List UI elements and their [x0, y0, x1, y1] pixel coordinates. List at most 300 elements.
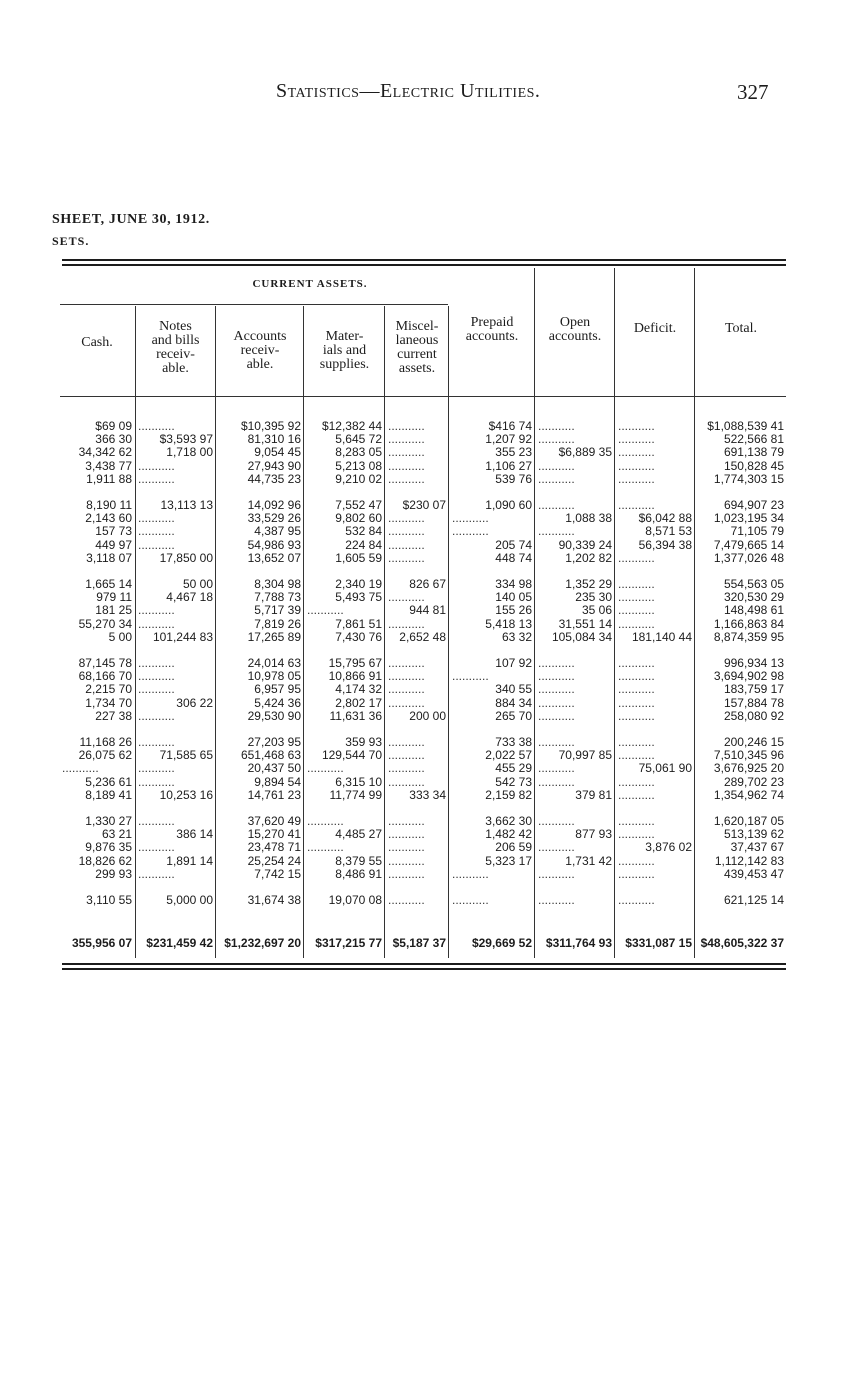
cell-total: $1,088,539 41 — [707, 419, 784, 433]
cell-notes: 306 22 — [176, 695, 213, 710]
page-number: 327 — [737, 80, 769, 104]
cell-materials: ........... — [307, 761, 344, 776]
cell-notes: 101,244 83 — [152, 629, 213, 644]
column-header-misc: Miscel- laneous current assets. — [395, 319, 439, 376]
cell-deficit: ........... — [618, 695, 655, 710]
cell-misc: 200 00 — [409, 708, 446, 723]
cell-total: 1,112,142 83 — [714, 853, 784, 868]
cell-materials: 8,486 91 — [335, 866, 382, 881]
cell-materials: 11,631 36 — [329, 708, 382, 723]
column-header-accounts: Accounts receiv- able. — [233, 329, 287, 372]
cell-cash: 1,330 27 — [85, 814, 132, 828]
cell-cash: 34,342 62 — [78, 445, 132, 460]
cell-accounts: 37,620 49 — [247, 814, 301, 828]
cell-materials: 19,070 08 — [328, 893, 382, 907]
cell-notes: 71,585 65 — [159, 748, 213, 763]
cell-deficit: ........... — [618, 814, 655, 828]
running-head: Statistics—Electric Utilities. — [276, 80, 541, 102]
cell-deficit: ........... — [618, 577, 655, 591]
cell-misc: ........... — [388, 471, 425, 486]
cell-misc: ........... — [388, 774, 425, 789]
cell-total: 8,874,359 95 — [713, 629, 784, 644]
cell-deficit: 75,061 90 — [638, 761, 692, 776]
cell-notes: ........... — [138, 471, 175, 486]
cell-deficit: ........... — [618, 550, 655, 565]
total-notes: $231,459 42 — [146, 936, 213, 950]
cell-accounts: 23,478 71 — [247, 840, 301, 855]
cell-accounts: 6,957 95 — [254, 682, 301, 697]
cell-notes: ........... — [138, 603, 175, 618]
cell-notes: ........... — [138, 708, 175, 723]
cell-misc: ........... — [388, 814, 425, 828]
total-prepaid: $29,669 52 — [471, 936, 532, 950]
cell-deficit: ........... — [618, 419, 655, 433]
total-accounts: $1,232,697 20 — [224, 936, 301, 950]
cell-total: 554,563 05 — [723, 577, 784, 591]
cell-prepaid: 5,418 13 — [485, 616, 532, 631]
cell-cash: 26,075 62 — [78, 748, 132, 763]
cell-misc: ........... — [388, 458, 425, 473]
cell-deficit: ........... — [618, 458, 655, 473]
cell-prepaid: 455 29 — [495, 761, 532, 776]
cell-accounts: 7,742 15 — [254, 866, 301, 881]
cell-misc: ........... — [388, 827, 425, 842]
cell-notes: 1,718 00 — [166, 445, 213, 460]
cell-total: 148,498 61 — [723, 603, 784, 618]
cell-cash: 68,166 70 — [78, 669, 132, 684]
cell-deficit: ........... — [618, 603, 655, 618]
cell-open: ........... — [538, 471, 575, 486]
cell-deficit: ........... — [618, 774, 655, 789]
cell-misc: ........... — [388, 669, 425, 684]
cell-accounts: 20,437 50 — [247, 761, 301, 776]
total-total: $48,605,322 37 — [700, 936, 784, 950]
cell-misc: ........... — [388, 616, 425, 631]
cell-open: ........... — [538, 893, 575, 907]
cell-accounts: 27,943 90 — [247, 458, 301, 473]
cell-materials: 11,774 99 — [329, 787, 382, 802]
cell-open: ........... — [538, 524, 575, 539]
cell-materials: ........... — [307, 814, 344, 828]
cell-cash: 2,143 60 — [85, 511, 132, 526]
cell-materials: ........... — [307, 840, 344, 855]
cell-misc: ........... — [388, 419, 425, 433]
cell-open: ........... — [538, 432, 575, 447]
cell-cash: 87,145 78 — [78, 656, 132, 670]
cell-prepaid: 1,207 92 — [485, 432, 532, 447]
cell-materials: 224 84 — [345, 537, 382, 552]
cell-cash: 8,190 11 — [86, 498, 132, 512]
sheet-subtitle: SETS. — [52, 234, 90, 248]
cell-cash: 3,118 07 — [86, 550, 132, 565]
cell-total: 157,884 78 — [723, 695, 784, 710]
cell-cash: 2,215 70 — [85, 682, 132, 697]
cell-misc: ........... — [388, 656, 425, 670]
cell-deficit: 181,140 44 — [631, 629, 692, 644]
cell-notes: ........... — [138, 656, 175, 670]
cell-deficit: ........... — [618, 893, 655, 907]
cell-misc: ........... — [388, 432, 425, 447]
cell-misc: ........... — [388, 893, 425, 907]
cell-prepaid: 265 70 — [495, 708, 532, 723]
cell-prepaid: 334 98 — [495, 577, 532, 591]
cell-open: ........... — [538, 695, 575, 710]
cell-deficit: 56,394 38 — [638, 537, 692, 552]
cell-open: ........... — [538, 735, 575, 749]
column-divider — [303, 306, 304, 958]
cell-total: 183,759 17 — [723, 682, 784, 697]
cell-misc: ........... — [388, 682, 425, 697]
cell-deficit: ........... — [618, 682, 655, 697]
cell-materials: $12,382 44 — [321, 419, 382, 433]
cell-prepaid: 1,090 60 — [485, 498, 532, 512]
cell-deficit: ........... — [618, 866, 655, 881]
cell-notes: ........... — [138, 511, 175, 526]
cell-notes: 386 14 — [176, 827, 213, 842]
cell-open: 1,731 42 — [565, 853, 612, 868]
balance-sheet-table — [60, 268, 786, 968]
cell-deficit: ........... — [618, 669, 655, 684]
group-rule — [60, 304, 448, 305]
cell-misc: ........... — [388, 761, 425, 776]
cell-cash: 227 38 — [95, 708, 132, 723]
cell-total: 1,166,863 84 — [713, 616, 784, 631]
cell-materials: 5,213 08 — [335, 458, 382, 473]
cell-cash: 9,876 35 — [85, 840, 132, 855]
total-misc: $5,187 37 — [392, 936, 446, 950]
cell-accounts: 17,265 89 — [247, 629, 301, 644]
cell-total: 691,138 79 — [723, 445, 784, 460]
current-assets-label: CURRENT ASSETS. — [252, 278, 368, 290]
cell-prepaid: 733 38 — [495, 735, 532, 749]
bottom-rule-1 — [62, 963, 786, 965]
cell-total: 1,023,195 34 — [713, 511, 784, 526]
cell-prepaid: ........... — [452, 511, 489, 526]
cell-deficit: ........... — [618, 656, 655, 670]
cell-materials: 8,379 55 — [335, 853, 382, 868]
cell-total: 1,377,026 48 — [713, 550, 784, 565]
cell-misc: ........... — [388, 866, 425, 881]
cell-accounts: 9,054 45 — [254, 445, 301, 460]
column-header-total: Total. — [724, 321, 758, 336]
cell-cash: 63 21 — [101, 827, 132, 842]
column-divider — [215, 306, 216, 958]
cell-cash: 5 00 — [108, 629, 132, 644]
cell-deficit: 8,571 53 — [645, 524, 692, 539]
bottom-rule-2 — [62, 968, 786, 970]
cell-materials: 2,802 17 — [335, 695, 382, 710]
cell-accounts: 15,270 41 — [247, 827, 301, 842]
cell-total: 37,437 67 — [730, 840, 784, 855]
cell-materials: 7,861 51 — [335, 616, 382, 631]
top-rule-1 — [62, 259, 786, 261]
cell-total: 621,125 14 — [723, 893, 784, 907]
cell-cash: 55,270 34 — [78, 616, 132, 631]
cell-notes: ........... — [138, 840, 175, 855]
cell-open: 105,084 34 — [551, 629, 612, 644]
cell-prepaid: 206 59 — [495, 840, 532, 855]
header-rule — [60, 396, 786, 397]
column-header-materials: Mater- ials and supplies. — [319, 329, 370, 372]
cell-accounts: 651,468 63 — [240, 748, 301, 763]
cell-total: 7,479,665 14 — [713, 537, 784, 552]
column-divider — [694, 268, 695, 958]
cell-misc: ........... — [388, 840, 425, 855]
column-header-deficit: Deficit. — [633, 321, 677, 336]
cell-cash: 1,665 14 — [85, 577, 132, 591]
cell-prepaid: 205 74 — [495, 537, 532, 552]
cell-accounts: $10,395 92 — [240, 419, 301, 433]
cell-total: 439,453 47 — [723, 866, 784, 881]
cell-notes: $3,593 97 — [159, 432, 213, 447]
cell-materials: 7,430 76 — [335, 629, 382, 644]
cell-misc: ........... — [388, 590, 425, 605]
cell-deficit: ........... — [618, 748, 655, 763]
cell-accounts: 14,092 96 — [247, 498, 301, 512]
cell-total: 320,530 29 — [723, 590, 784, 605]
cell-materials: 129,544 70 — [321, 748, 382, 763]
cell-total: 7,510,345 96 — [713, 748, 784, 763]
cell-prepaid: 448 74 — [495, 550, 532, 565]
cell-prepaid: $416 74 — [488, 419, 532, 433]
cell-prepaid: ........... — [452, 524, 489, 539]
cell-prepaid: 63 32 — [501, 629, 532, 644]
cell-materials: 4,485 27 — [335, 827, 382, 842]
cell-notes: 50 00 — [182, 577, 213, 591]
cell-materials: 15,795 67 — [328, 656, 382, 670]
cell-cash: 3,438 77 — [85, 458, 132, 473]
cell-prepaid: 340 55 — [495, 682, 532, 697]
cell-accounts: 8,304 98 — [254, 577, 301, 591]
cell-notes: ........... — [138, 682, 175, 697]
cell-notes: 5,000 00 — [166, 893, 213, 907]
cell-open: 235 30 — [575, 590, 612, 605]
cell-accounts: 9,894 54 — [254, 774, 301, 789]
column-header-open: Open accounts. — [548, 315, 602, 344]
cell-cash: 1,734 70 — [85, 695, 132, 710]
cell-open: 31,551 14 — [558, 616, 612, 631]
cell-materials: 1,605 59 — [335, 550, 382, 565]
column-divider — [135, 306, 136, 958]
cell-prepaid: 5,323 17 — [485, 853, 532, 868]
cell-prepaid: 2,159 82 — [485, 787, 532, 802]
cell-accounts: 24,014 63 — [247, 656, 301, 670]
total-deficit: $331,087 15 — [625, 936, 692, 950]
cell-prepaid: ........... — [452, 866, 489, 881]
cell-deficit: $6,042 88 — [638, 511, 692, 526]
cell-total: 289,702 23 — [723, 774, 784, 789]
cell-cash: ........... — [62, 761, 99, 776]
cell-open: ........... — [538, 682, 575, 697]
cell-misc: 2,652 48 — [399, 629, 446, 644]
cell-misc: 944 81 — [409, 603, 446, 618]
top-rule-2 — [62, 264, 786, 266]
cell-total: 996,934 13 — [723, 656, 784, 670]
cell-materials: 7,552 47 — [335, 498, 382, 512]
cell-total: 522,566 81 — [723, 432, 784, 447]
cell-misc: 333 34 — [409, 787, 446, 802]
cell-accounts: 31,674 38 — [247, 893, 301, 907]
cell-open: 35 06 — [581, 603, 612, 618]
cell-total: 513,139 62 — [723, 827, 784, 842]
cell-open: ........... — [538, 840, 575, 855]
cell-cash: 1,911 88 — [86, 471, 132, 486]
column-divider — [614, 268, 615, 958]
cell-notes: 10,253 16 — [159, 787, 213, 802]
cell-accounts: 5,424 36 — [254, 695, 301, 710]
cell-prepaid: 539 76 — [495, 471, 532, 486]
cell-open: ........... — [538, 774, 575, 789]
cell-open: ........... — [538, 656, 575, 670]
cell-total: 258,080 92 — [723, 708, 784, 723]
cell-accounts: 27,203 95 — [247, 735, 301, 749]
cell-total: 1,774,303 15 — [713, 471, 784, 486]
cell-prepaid: 155 26 — [495, 603, 532, 618]
cell-prepaid: 3,662 30 — [485, 814, 532, 828]
cell-accounts: 44,735 23 — [247, 471, 301, 486]
cell-prepaid: 1,482 42 — [485, 827, 532, 842]
cell-cash: $69 09 — [95, 419, 132, 433]
cell-total: 71,105 79 — [730, 524, 784, 539]
cell-total: 694,907 23 — [723, 498, 784, 512]
column-divider — [448, 306, 449, 958]
cell-accounts: 10,978 05 — [247, 669, 301, 684]
cell-misc: $230 07 — [402, 498, 446, 512]
cell-cash: 449 97 — [95, 537, 132, 552]
cell-total: 1,620,187 05 — [713, 814, 784, 828]
cell-notes: ........... — [138, 458, 175, 473]
cell-prepaid: ........... — [452, 893, 489, 907]
column-divider — [534, 268, 535, 958]
cell-cash: 979 11 — [96, 590, 132, 605]
cell-deficit: ........... — [618, 498, 655, 512]
cell-open: ........... — [538, 761, 575, 776]
total-cash: 355,956 07 — [71, 936, 132, 950]
cell-misc: ........... — [388, 445, 425, 460]
cell-total: 3,676,925 20 — [713, 761, 784, 776]
cell-notes: 13,113 13 — [160, 498, 213, 512]
cell-open: ........... — [538, 498, 575, 512]
cell-accounts: 5,717 39 — [254, 603, 301, 618]
cell-cash: 157 73 — [95, 524, 132, 539]
cell-deficit: ........... — [618, 827, 655, 842]
cell-misc: ........... — [388, 550, 425, 565]
cell-accounts: 14,761 23 — [247, 787, 301, 802]
cell-notes: 17,850 00 — [159, 550, 213, 565]
cell-total: 1,354,962 74 — [713, 787, 784, 802]
column-header-cash: Cash. — [81, 335, 113, 350]
cell-open: ........... — [538, 419, 575, 433]
cell-accounts: 54,986 93 — [247, 537, 301, 552]
cell-materials: 4,174 32 — [335, 682, 382, 697]
cell-notes: ........... — [138, 735, 175, 749]
cell-total: 200,246 15 — [723, 735, 784, 749]
cell-open: $6,889 35 — [558, 445, 612, 460]
cell-open: 379 81 — [575, 787, 612, 802]
cell-accounts: 4,387 95 — [254, 524, 301, 539]
cell-misc: ........... — [388, 748, 425, 763]
cell-notes: 4,467 18 — [166, 590, 213, 605]
cell-prepaid: 2,022 57 — [485, 748, 532, 763]
cell-accounts: 29,530 90 — [247, 708, 301, 723]
cell-accounts: 25,254 24 — [247, 853, 301, 868]
cell-open: 70,997 85 — [558, 748, 612, 763]
cell-deficit: 3,876 02 — [645, 840, 692, 855]
cell-notes: ........... — [138, 866, 175, 881]
cell-notes: ........... — [138, 761, 175, 776]
cell-cash: 3,110 55 — [86, 893, 132, 907]
cell-open: ........... — [538, 458, 575, 473]
column-divider — [384, 306, 385, 958]
cell-misc: ........... — [388, 735, 425, 749]
cell-open: 1,352 29 — [565, 577, 612, 591]
cell-cash: 8,189 41 — [85, 787, 132, 802]
cell-accounts: 81,310 16 — [247, 432, 301, 447]
cell-deficit: ........... — [618, 432, 655, 447]
cell-notes: ........... — [138, 774, 175, 789]
cell-misc: ........... — [388, 524, 425, 539]
cell-notes: ........... — [138, 524, 175, 539]
cell-open: 877 93 — [575, 827, 612, 842]
cell-prepaid: 355 23 — [495, 445, 532, 460]
cell-cash: 18,826 62 — [78, 853, 132, 868]
column-header-notes: Notes and bills receiv- able. — [151, 319, 200, 376]
cell-deficit: ........... — [618, 708, 655, 723]
cell-prepaid: 1,106 27 — [485, 458, 532, 473]
cell-misc: ........... — [388, 537, 425, 552]
cell-materials: 5,493 75 — [335, 590, 382, 605]
cell-materials: 8,283 05 — [335, 445, 382, 460]
cell-misc: ........... — [388, 511, 425, 526]
cell-materials: 532 84 — [345, 524, 382, 539]
cell-deficit: ........... — [618, 735, 655, 749]
cell-prepaid: 140 05 — [495, 590, 532, 605]
cell-prepaid: ........... — [452, 669, 489, 684]
cell-open: ........... — [538, 814, 575, 828]
cell-materials: 9,802 60 — [335, 511, 382, 526]
cell-materials: 359 93 — [345, 735, 382, 749]
cell-notes: 1,891 14 — [166, 853, 213, 868]
cell-materials: ........... — [307, 603, 344, 618]
cell-misc: 826 67 — [409, 577, 446, 591]
cell-open: ........... — [538, 669, 575, 684]
sheet-title: SHEET, JUNE 30, 1912. — [52, 212, 210, 227]
cell-notes: ........... — [138, 419, 175, 433]
cell-open: 1,202 82 — [565, 550, 612, 565]
cell-total: 150,828 45 — [723, 458, 784, 473]
cell-notes: ........... — [138, 814, 175, 828]
cell-deficit: ........... — [618, 471, 655, 486]
cell-cash: 181 25 — [95, 603, 132, 618]
cell-deficit: ........... — [618, 853, 655, 868]
cell-materials: 10,866 91 — [328, 669, 382, 684]
cell-materials: 6,315 10 — [335, 774, 382, 789]
column-header-prepaid: Prepaid accounts. — [465, 315, 519, 344]
cell-materials: 9,210 02 — [335, 471, 382, 486]
cell-accounts: 7,819 26 — [254, 616, 301, 631]
cell-deficit: ........... — [618, 445, 655, 460]
cell-cash: 299 93 — [95, 866, 132, 881]
cell-notes: ........... — [138, 669, 175, 684]
cell-prepaid: 107 92 — [495, 656, 532, 670]
cell-notes: ........... — [138, 537, 175, 552]
cell-deficit: ........... — [618, 616, 655, 631]
cell-deficit: ........... — [618, 787, 655, 802]
cell-notes: ........... — [138, 616, 175, 631]
cell-misc: ........... — [388, 695, 425, 710]
cell-prepaid: 542 73 — [495, 774, 532, 789]
cell-total: 3,694,902 98 — [713, 669, 784, 684]
